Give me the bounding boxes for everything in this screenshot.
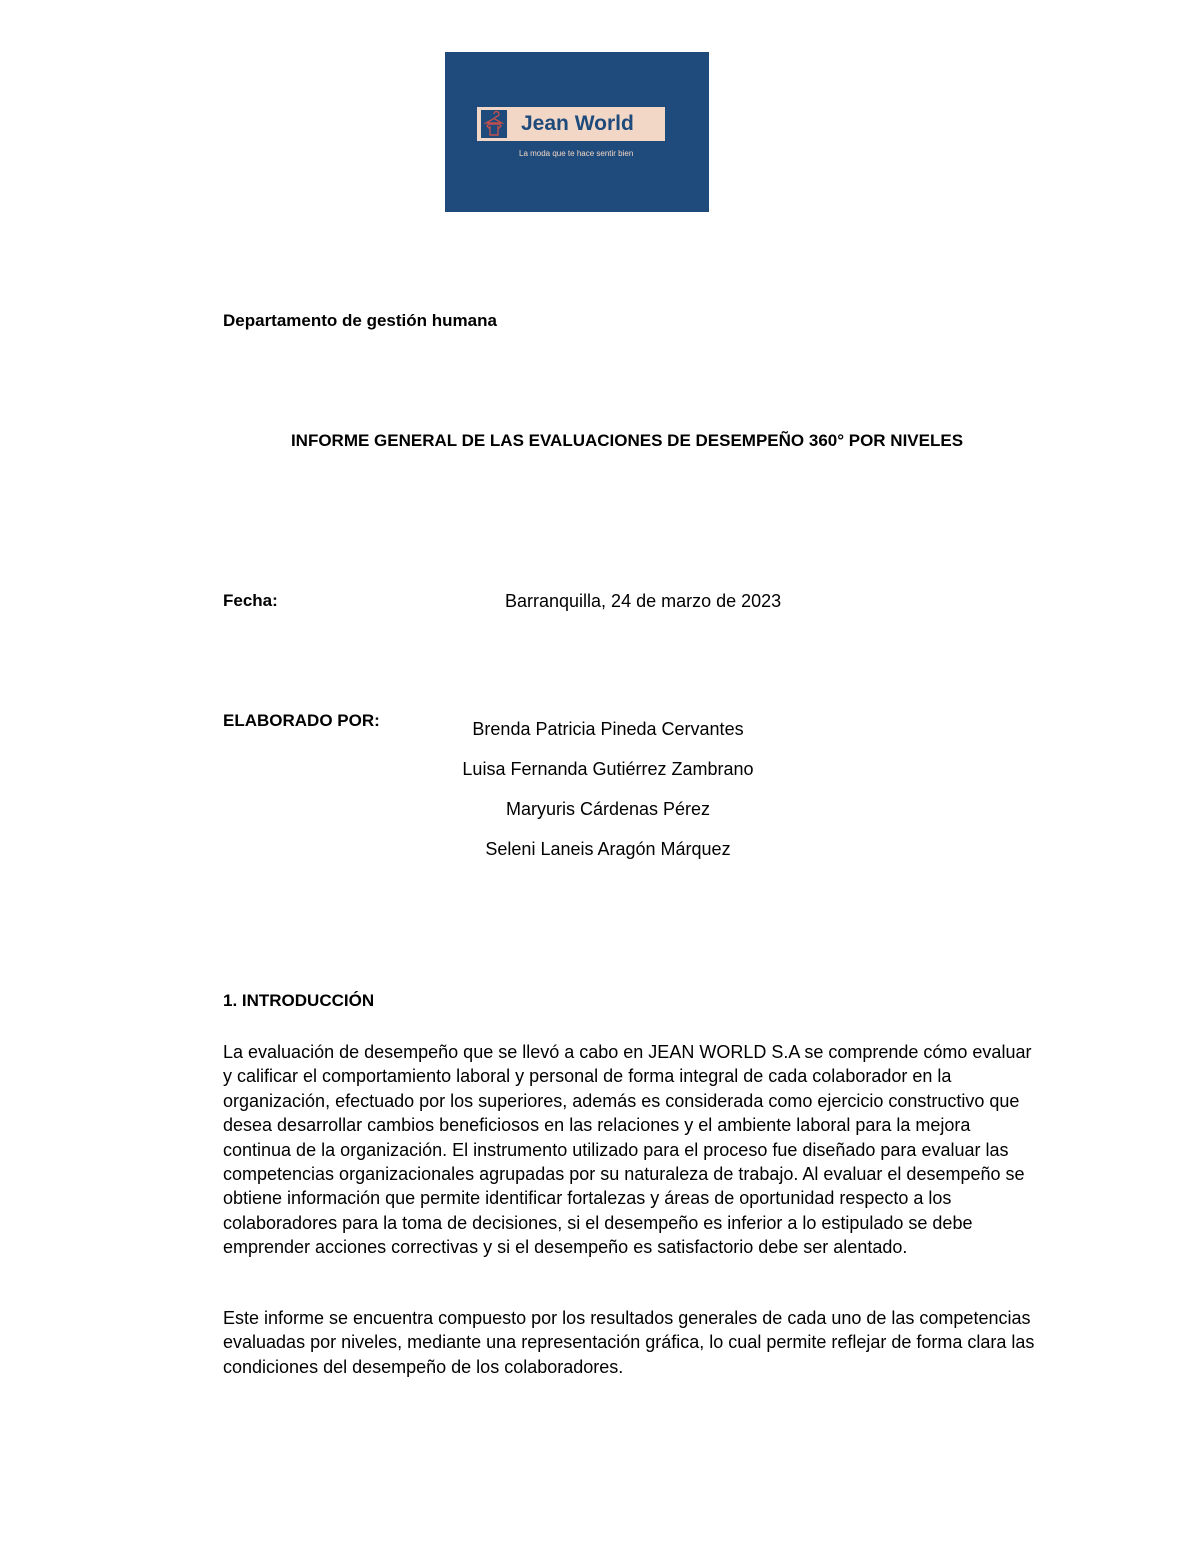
- date-label: Fecha:: [223, 591, 278, 610]
- author-name: Seleni Laneis Aragón Márquez: [485, 839, 731, 859]
- logo-tagline: La moda que te hace sentir bien: [519, 149, 634, 158]
- intro-paragraph: La evaluación de desempeño que se llevó a cabo en JEAN WORLD S.A se comprende cómo evaluar y calificar el comportamiento laboral y personal de forma integral de cada colaborador en la organización, efectuado por los superiores, además es considerada como ejercicio constructivo que desea desarrollar cambios beneficiosos en las relaciones y el ambiente laboral para la mejora continua de la organización. El instrumento utilizado para el proceso fue diseñado para evaluar las competencias organizacionales agrupadas por su naturaleza de trabajo. Al evaluar el desempeño se obtiene información que permite identificar fortalezas y áreas de oportunidad respecto a los colaboradores para la toma de decisiones, si el desempeño es inferior a lo estipulado se debe emprender acciones correctivas y si el desempeño es satisfactorio debe ser alentado.: [223, 1042, 1032, 1258]
- section-heading-introduction: 1. INTRODUCCIÓN: [223, 991, 375, 1010]
- authors-label: ELABORADO POR:: [223, 711, 380, 730]
- logo-brand-name: Jean World: [521, 112, 634, 135]
- author-name: Luisa Fernanda Gutiérrez Zambrano: [462, 759, 754, 779]
- author-name: Maryuris Cárdenas Pérez: [505, 799, 711, 819]
- author-name: Brenda Patricia Pineda Cervantes: [472, 719, 744, 739]
- report-title: INFORME GENERAL DE LAS EVALUACIONES DE DESEMPEÑO 360° POR NIVELES: [290, 431, 964, 450]
- hanger-shirt-icon: [481, 110, 507, 138]
- authors-list: [408, 709, 808, 869]
- date-value: Barranquilla, 24 de marzo de 2023: [505, 591, 782, 611]
- department-name: Departamento de gestión humana: [223, 311, 497, 330]
- intro-paragraph: Este informe se encuentra compuesto por los resultados generales de cada uno de las competencias evaluadas por niveles, mediante una representación gráfica, lo cual permite reflejar de forma clara las condiciones del desempeño de los colaboradores.: [223, 1308, 1035, 1377]
- company-logo: [445, 52, 709, 212]
- logo-name-plate: [477, 107, 665, 141]
